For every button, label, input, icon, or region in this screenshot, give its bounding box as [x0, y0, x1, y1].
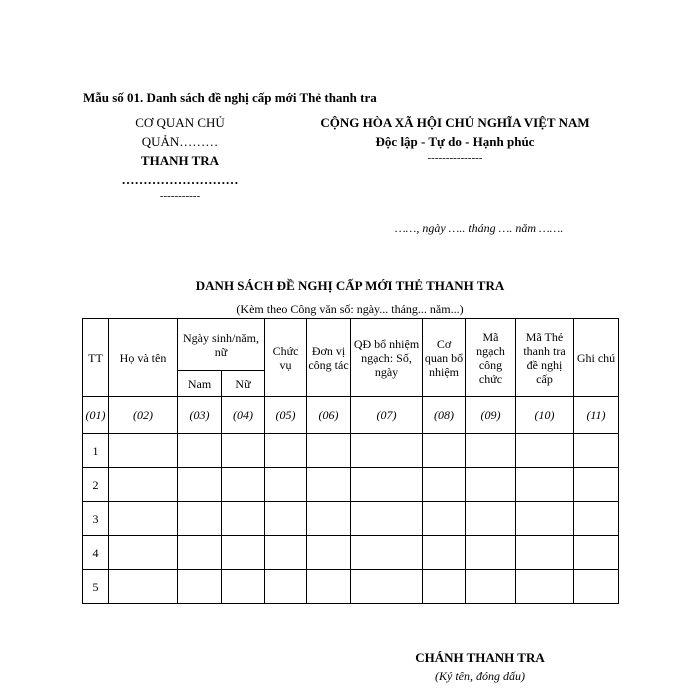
- header-appoint-agency: Cơ quan bổ nhiệm: [423, 319, 466, 397]
- table-cell[interactable]: [307, 502, 351, 536]
- table-cell[interactable]: [307, 536, 351, 570]
- column-number: (03): [178, 397, 222, 434]
- table-cell[interactable]: [109, 536, 178, 570]
- header-rank-code: Mã ngạch công chức: [466, 319, 516, 397]
- table-cell[interactable]: [351, 536, 423, 570]
- header-position: Chức vụ: [265, 319, 307, 397]
- table-cell[interactable]: [307, 434, 351, 468]
- agency-line1: CƠ QUAN CHỦ: [135, 115, 225, 130]
- table-cell[interactable]: [574, 502, 619, 536]
- table-cell[interactable]: [178, 570, 222, 604]
- agency-name: THANH TRA: [140, 153, 220, 168]
- table-cell[interactable]: [109, 570, 178, 604]
- column-number: (06): [307, 397, 351, 434]
- table-cell[interactable]: [351, 468, 423, 502]
- table-cell[interactable]: [466, 570, 516, 604]
- header-unit: Đơn vị công tác: [307, 319, 351, 397]
- table-cell[interactable]: [466, 434, 516, 468]
- column-number: (10): [516, 397, 574, 434]
- table-cell[interactable]: [265, 502, 307, 536]
- row-number: 4: [83, 536, 109, 570]
- column-number: (11): [574, 397, 619, 434]
- request-table: [82, 318, 619, 604]
- header-female: Nữ: [222, 371, 265, 397]
- table-cell[interactable]: [222, 468, 265, 502]
- column-number: (08): [423, 397, 466, 434]
- signature-title: CHÁNH THANH TRA: [415, 650, 545, 665]
- table-cell[interactable]: [574, 468, 619, 502]
- table-cell[interactable]: [516, 536, 574, 570]
- table-cell[interactable]: [307, 468, 351, 502]
- column-number: (04): [222, 397, 265, 434]
- header-decision: QĐ bổ nhiệm ngạch: Số, ngày: [351, 319, 423, 397]
- table-row: [83, 502, 619, 536]
- national-header: [280, 113, 630, 165]
- document-subtitle: (Kèm theo Công văn số: ngày... tháng... năm...): [236, 302, 464, 316]
- row-number: 5: [83, 570, 109, 604]
- header-name: Họ và tên: [109, 319, 178, 397]
- date-line: ……, ngày ….. tháng …. năm …….: [395, 221, 564, 235]
- table-cell[interactable]: [423, 434, 466, 468]
- table-row: [83, 570, 619, 604]
- header-tt: TT: [83, 319, 109, 397]
- table-row: [83, 434, 619, 468]
- table-cell[interactable]: [109, 434, 178, 468]
- table-cell[interactable]: [178, 434, 222, 468]
- table-cell[interactable]: [222, 502, 265, 536]
- table-cell[interactable]: [516, 502, 574, 536]
- header-male: Nam: [178, 371, 222, 397]
- row-number: 2: [83, 468, 109, 502]
- table-cell[interactable]: [423, 502, 466, 536]
- table-cell[interactable]: [516, 570, 574, 604]
- table-cell[interactable]: [466, 468, 516, 502]
- table-cell[interactable]: [423, 536, 466, 570]
- header-dob: Ngày sinh/năm, nữ: [178, 319, 265, 371]
- table-cell[interactable]: [516, 434, 574, 468]
- table-cell[interactable]: [466, 502, 516, 536]
- agency-dots: ………………………: [121, 172, 239, 187]
- column-number: (02): [109, 397, 178, 434]
- column-number: (07): [351, 397, 423, 434]
- agency-separator: -----------: [159, 190, 201, 202]
- table-row: [83, 536, 619, 570]
- agency-line2: QUẢN………: [141, 134, 219, 149]
- table-cell[interactable]: [178, 536, 222, 570]
- table-cell[interactable]: [222, 570, 265, 604]
- table-cell[interactable]: [351, 434, 423, 468]
- table-cell[interactable]: [423, 468, 466, 502]
- form-title: Mẫu số 01. Danh sách đề nghị cấp mới Thẻ thanh tra: [83, 90, 377, 105]
- table-cell[interactable]: [574, 434, 619, 468]
- table-cell[interactable]: [574, 536, 619, 570]
- header-note: Ghi chú: [574, 319, 619, 397]
- national-motto: Độc lập - Tự do - Hạnh phúc: [375, 134, 535, 149]
- row-number: 1: [83, 434, 109, 468]
- table-cell[interactable]: [423, 570, 466, 604]
- row-number: 3: [83, 502, 109, 536]
- table-cell[interactable]: [351, 570, 423, 604]
- signature-subtitle: (Ký tên, đóng dấu): [435, 669, 525, 683]
- national-separator: ---------------: [427, 152, 483, 164]
- table-row: [83, 468, 619, 502]
- table-cell[interactable]: [222, 536, 265, 570]
- table-cell[interactable]: [574, 570, 619, 604]
- table-cell[interactable]: [516, 468, 574, 502]
- table-cell[interactable]: [265, 570, 307, 604]
- table-cell[interactable]: [466, 536, 516, 570]
- header-card-code: Mã Thẻ thanh tra đề nghị cấp: [516, 319, 574, 397]
- table-cell[interactable]: [351, 502, 423, 536]
- table-cell[interactable]: [109, 502, 178, 536]
- table-cell[interactable]: [265, 468, 307, 502]
- national-title: CỘNG HÒA XÃ HỘI CHỦ NGHĨA VIỆT NAM: [320, 115, 590, 130]
- document-title: DANH SÁCH ĐỀ NGHỊ CẤP MỚI THẺ THANH TRA: [195, 278, 505, 293]
- table-cell[interactable]: [307, 570, 351, 604]
- table-cell[interactable]: [109, 468, 178, 502]
- table-cell[interactable]: [265, 536, 307, 570]
- table-cell[interactable]: [265, 434, 307, 468]
- table-cell[interactable]: [178, 468, 222, 502]
- column-number: (09): [466, 397, 516, 434]
- table-cell[interactable]: [222, 434, 265, 468]
- column-number: (05): [265, 397, 307, 434]
- agency-block: [100, 113, 260, 203]
- table-cell[interactable]: [178, 502, 222, 536]
- column-number: (01): [83, 397, 109, 434]
